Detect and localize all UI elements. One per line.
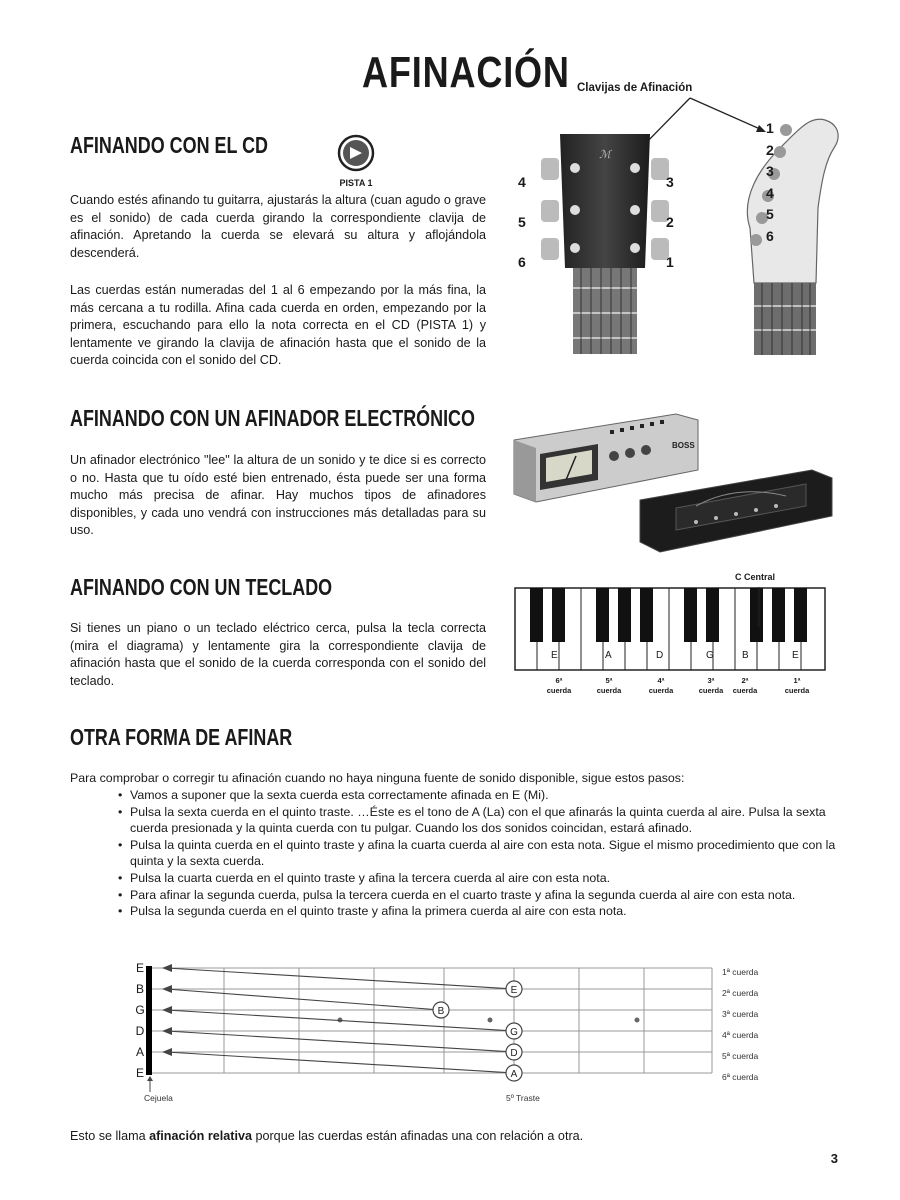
heading-other: OTRA FORMA DE AFINAR xyxy=(70,724,293,750)
other-intro: Para comprobar o corregir tu afinación cuando no haya ninguna fuente de sonido disponible, sigue estos pasos: xyxy=(70,771,685,785)
key-note: B xyxy=(742,650,749,661)
cd-paragraph-2: Las cuerdas están numeradas del 1 al 6 empezando por la más fina, la más cercana a tu rodilla. Afina cada cuerda en orden, empezando por la primera, escuchando para ello la nota correcta en el CD (PISTA 1) y lentamente ve girando la clavija de afinación hasta que el sonido de la cuerda coincida con el sonido del CD. xyxy=(70,283,486,368)
circled-note-g: G xyxy=(510,1027,518,1038)
tuner-paragraph: Un afinador electrónico "lee" la altura de un sonido y te dice si es correcto o no. Hasta que tu oído esté bien entrenado, ésta puede ser una forma mucho más precisa de afinar. Hay muchos tipos de afinadores disponibles, y cada uno vendrá con instrucciones más detalladas para su uso. xyxy=(70,453,486,538)
open-note: B xyxy=(135,982,144,996)
key-note: G xyxy=(706,650,714,661)
fret5-label: 5º Traste xyxy=(506,1093,540,1103)
peg-number: 2 xyxy=(666,214,674,230)
peg-number: 6 xyxy=(766,227,774,244)
list-item: • Pulsa la sexta cuerda en el quinto traste. …Éste es el tono de A (La) con el que afinarás la quinta cuerda al aire. Pulsa la sexta cuerda presionada y la quinta cuerda con tu pulgar. Cuando los dos sonidos coincidan, estará afinado. xyxy=(118,804,838,837)
peg-number: 1 xyxy=(666,254,674,270)
peg-number: 3 xyxy=(666,174,674,190)
cd-icon xyxy=(337,134,375,172)
peg-number: 4 xyxy=(766,184,774,201)
closing-text-end: porque las cuerdas están afinadas una con relación a otra. xyxy=(251,1129,584,1143)
string-name: 4ª cuerda xyxy=(722,1030,759,1040)
keyboard-string-labels xyxy=(514,676,826,700)
peg-number: 2 xyxy=(766,141,774,158)
string-label: 6ª cuerda xyxy=(546,676,572,695)
string-label: 4ª cuerda xyxy=(648,676,674,695)
string-label: 3ª cuerda xyxy=(698,676,724,695)
list-item: • Pulsa la quinta cuerda en el quinto traste y afina la cuarta cuerda al aire con esta nota. Sigue el mismo procedimiento que con la quinta y la sexta cuerda. xyxy=(118,837,838,870)
string-name: 2ª cuerda xyxy=(722,988,759,998)
peg-number: 5 xyxy=(518,214,526,230)
cd-paragraph-1: Cuando estés afinando tu guitarra, ajustarás la altura (cuan agudo o grave es el sonido) de cada cuerda girando la correspondiente clavija de afinación. Apretando la cuerda se elevará su altura y aflojándola descenderá. xyxy=(70,193,486,260)
heading-keyboard: AFINANDO CON UN TECLADO xyxy=(70,574,333,600)
closing-sentence xyxy=(70,1129,583,1143)
peg-number: 4 xyxy=(518,174,526,190)
circled-note-a: A xyxy=(510,1069,518,1080)
heading-cd: AFINANDO CON EL CD xyxy=(70,132,269,158)
string-label: 2ª cuerda xyxy=(732,676,758,695)
key-note: D xyxy=(656,650,664,661)
circled-note-b: B xyxy=(437,1006,445,1017)
list-item: • Pulsa la cuarta cuerda en el quinto traste y afina la tercera cuerda al aire con esta nota. xyxy=(118,870,838,887)
keyboard-paragraph: Si tienes un piano o un teclado eléctrico cerca, pulsa la tecla correcta (mira el diagrama) y lentamente gira la correspondiente clavija de afinación hasta que el sonido de la cuerda corresponda con el sonido del teclado. xyxy=(70,621,486,688)
nut-label: Cejuela xyxy=(144,1093,173,1103)
keyboard-note-labels xyxy=(514,650,826,670)
string-name: 3ª cuerda xyxy=(722,1009,759,1019)
central-c-label: C Central xyxy=(735,572,776,582)
key-note: E xyxy=(551,650,558,661)
string-name: 1ª cuerda xyxy=(722,967,759,977)
peg-number: 1 xyxy=(766,120,774,136)
string-name: 6ª cuerda xyxy=(722,1072,759,1082)
svg-text:ℳ: ℳ xyxy=(599,149,611,161)
page-number: 3 xyxy=(830,1151,838,1166)
nut-arrow-icon xyxy=(145,1076,155,1092)
open-note: G xyxy=(135,1003,145,1017)
fretboard-diagram xyxy=(144,958,716,1084)
page-title: AFINACIÓN xyxy=(362,48,570,97)
string-label: 5ª cuerda xyxy=(596,676,622,695)
peg-number: 6 xyxy=(518,254,526,270)
acoustic-right-numbers xyxy=(666,162,674,282)
open-note: A xyxy=(135,1045,144,1059)
list-item: • Pulsa la segunda cuerda en el quinto traste y afina la primera cuerda al aire con esta nota. xyxy=(118,903,838,920)
closing-text: Esto se llama xyxy=(70,1129,150,1143)
circled-note-e: E xyxy=(510,985,518,996)
open-note: D xyxy=(135,1024,145,1038)
track-label: PISTA 1 xyxy=(339,178,373,188)
heading-tuner: AFINANDO CON UN AFINADOR ELECTRÓNICO xyxy=(70,405,475,431)
closing-bold: afinación relativa xyxy=(149,1129,252,1143)
cd-track-badge[interactable] xyxy=(336,134,376,188)
string-name: 5ª cuerda xyxy=(722,1051,759,1061)
pegs-label: Clavijas de Afinación xyxy=(577,82,693,94)
list-item: • Vamos a suponer que la sexta cuerda esta correctamente afinada en E (Mi). xyxy=(118,787,838,804)
peg-number: 3 xyxy=(766,163,774,179)
electric-numbers xyxy=(712,118,774,247)
peg-number: 5 xyxy=(766,206,774,222)
open-note: E xyxy=(135,961,144,975)
fretboard-string-names xyxy=(722,962,758,1088)
circled-note-d: D xyxy=(510,1048,518,1059)
string-label: 1ª cuerda xyxy=(784,676,810,695)
tuning-steps-list xyxy=(118,787,838,920)
tuner-black-image xyxy=(636,466,836,556)
open-note: E xyxy=(135,1066,144,1080)
key-note: A xyxy=(605,650,612,661)
key-note: E xyxy=(792,650,799,661)
acoustic-left-numbers xyxy=(518,162,526,282)
list-item: • Para afinar la segunda cuerda, pulsa la tercera cuerda en el cuarto traste y afina la segunda cuerda al aire con esta nota. xyxy=(118,887,838,904)
tuner-brand: BOSS xyxy=(672,441,695,450)
